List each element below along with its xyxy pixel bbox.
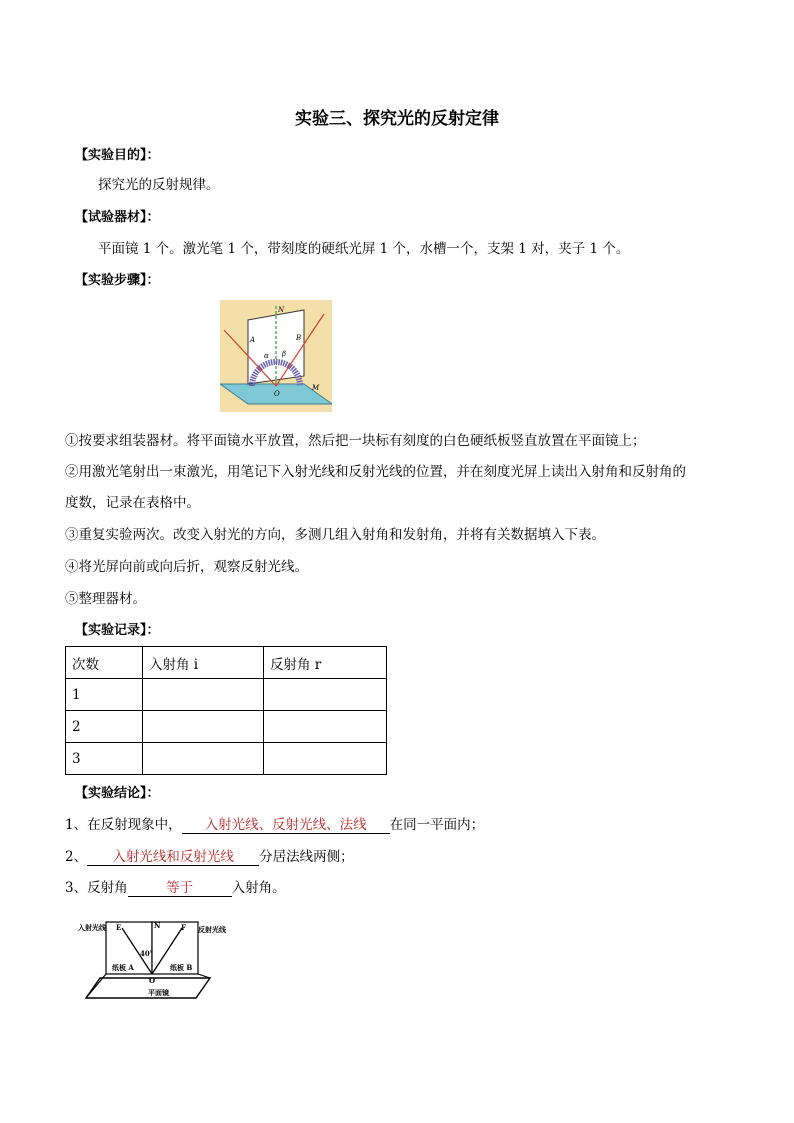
table-cell[interactable] bbox=[143, 679, 264, 711]
step-4: ④将光屏向前或向后折，观察反射光线。 bbox=[65, 559, 308, 575]
table-header-row bbox=[66, 647, 387, 679]
materials-heading: 【试验器材】： bbox=[75, 210, 160, 225]
conclusion-3-answer[interactable]: 等于 bbox=[128, 880, 232, 897]
step-2: ②用激光笔射出一束激光，用笔记下入射光线和反射光线的位置，并在刻度光屏上读出入射角和反射角的 bbox=[65, 464, 686, 480]
table-row bbox=[66, 679, 387, 711]
conclusion-heading: 【实验结论】： bbox=[75, 786, 160, 801]
table-header-cell: 次数 bbox=[66, 647, 143, 679]
label-angle: 40° bbox=[140, 949, 154, 958]
label-N: N bbox=[278, 306, 285, 314]
conclusion-1-answer[interactable]: 入射光线、反射光线、法线 bbox=[182, 817, 390, 834]
label-O: O bbox=[274, 390, 280, 398]
label-beta: β bbox=[282, 350, 287, 358]
conclusion-3-prefix: 3、反射角 bbox=[65, 880, 128, 896]
table-cell[interactable] bbox=[264, 711, 387, 743]
apparatus-figure bbox=[220, 300, 332, 412]
page-title: 实验三、探究光的反射定律 bbox=[295, 109, 499, 129]
label-A: A bbox=[250, 336, 256, 344]
conclusion-1-suffix: 在同一平面内； bbox=[389, 817, 485, 833]
purpose-heading: 【实验目的】： bbox=[75, 148, 160, 163]
label-N: N bbox=[154, 921, 161, 930]
conclusion-3 bbox=[65, 879, 286, 897]
label-board-a: 纸板 A bbox=[112, 963, 134, 972]
table-header-cell: 入射角 i bbox=[143, 647, 264, 679]
conclusion-2-suffix: 分居法线两侧； bbox=[259, 849, 354, 865]
label-M: M bbox=[312, 384, 320, 392]
conclusion-1 bbox=[65, 816, 484, 834]
record-table bbox=[65, 646, 387, 775]
table-cell[interactable] bbox=[143, 743, 264, 775]
conclusion-3-suffix: 入射角。 bbox=[231, 880, 286, 896]
table-cell[interactable] bbox=[143, 711, 264, 743]
steps-heading: 【实验步骤】： bbox=[75, 273, 160, 288]
label-alpha: α bbox=[264, 352, 269, 360]
step-1: ①按要求组装器材。将平面镜水平放置，然后把一块标有刻度的白色硬纸板竖直放置在平面镜上； bbox=[65, 433, 646, 449]
label-E: E bbox=[116, 923, 122, 932]
label-mirror: 平面镜 bbox=[148, 988, 169, 997]
table-row bbox=[66, 743, 387, 775]
record-heading: 【实验记录】： bbox=[75, 623, 160, 638]
table-cell: 1 bbox=[66, 679, 143, 711]
table-cell[interactable] bbox=[264, 679, 387, 711]
purpose-text: 探究光的反射规律。 bbox=[98, 177, 220, 193]
label-incident-ray: 入射光线 bbox=[78, 923, 106, 932]
label-board-b: 纸板 B bbox=[170, 963, 193, 972]
conclusion-2 bbox=[65, 848, 354, 866]
reflection-diagram bbox=[78, 918, 238, 1002]
step-5: ⑤整理器材。 bbox=[65, 591, 146, 607]
conclusion-2-answer[interactable]: 入射光线和反射光线 bbox=[87, 849, 259, 866]
label-F: F bbox=[181, 923, 186, 932]
step-2-cont: 度数，记录在表格中。 bbox=[65, 495, 200, 511]
table-cell[interactable] bbox=[264, 743, 387, 775]
conclusion-2-prefix: 2、 bbox=[65, 849, 88, 865]
label-B: B bbox=[296, 334, 302, 342]
table-header-cell: 反射角 r bbox=[264, 647, 387, 679]
table-cell: 2 bbox=[66, 711, 143, 743]
step-3: ③重复实验两次。改变入射光的方向，多测几组入射角和发射角，并将有关数据填入下表。 bbox=[65, 527, 605, 543]
label-reflected-ray: 反射光线 bbox=[198, 925, 226, 934]
table-row bbox=[66, 711, 387, 743]
materials-text: 平面镜 1 个。激光笔 1 个，带刻度的硬纸光屏 1 个，水槽一个，支架 1 对，夹子 1 个。 bbox=[98, 241, 630, 257]
table-cell: 3 bbox=[66, 743, 143, 775]
conclusion-1-prefix: 1、在反射现象中， bbox=[65, 817, 182, 833]
label-O: O bbox=[149, 976, 156, 985]
